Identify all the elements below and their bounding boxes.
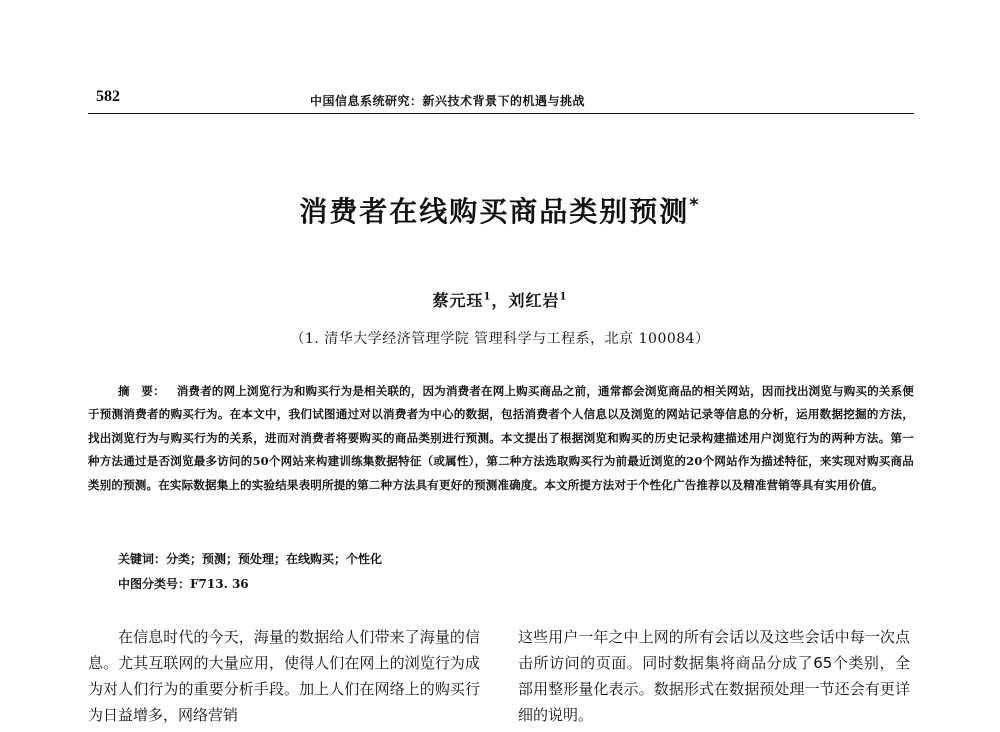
body-paragraph: 在信息时代的今天，海量的数据给人们带来了海量的信息。尤其互联网的大量应用，使得人们在网上的浏览行为成为对人们行为的重要分析手段。加上人们在网络上的购买行为日益增多，网络营销 <box>88 628 480 724</box>
paper-title-text: 消费者在线购买商品类别预测 <box>299 195 690 228</box>
author-affiliation-mark: 1 <box>559 291 568 303</box>
author-name: 蔡元珏 <box>432 291 484 310</box>
paper-title <box>0 190 1000 230</box>
abstract-text: 消费者的网上浏览行为和购买行为是相关联的，因为消费者在网上购买商品之前，通常都会浏览商品的相关网站，因而找出浏览与购买的关系便于预测消费者的购买行为。在本文中，我们试图通过对以消费者为中心的数据，包括消费者个人信息以及浏览的网站记录等信息的分析，运用数据挖掘的方法，找出浏览行为与购买行为的关系，进而对消费者将要购买的商品类别进行预测。本文提出了根据浏览和购买的历史记录构建描述用户浏览行为的两种方法。第一种方法通过是否浏览最多访问的50个网站来构建训练集数据特征（或属性），第二种方法选取购买行为前最近浏览的20个网站作为描述特征，来实现对购买商品类别的预测。在实际数据集上的实验结果表明所提的第二种方法具有更好的预测准确度。本文所提方法对于个性化广告推荐以及精准营销等具有实用价值。 <box>88 384 914 492</box>
classification-number <box>118 575 249 592</box>
author-list <box>0 288 1000 311</box>
classification-text: F713. 36 <box>190 577 249 591</box>
body-paragraph: 这些用户一年之中上网的所有会话以及这些会话中每一次点击所访问的页面。同时数据集将商品分成了65个类别，全部用整形量化表示。数据形式在数据预处理一节还会有更详细的说明。 <box>518 628 910 724</box>
author-separator: ， <box>491 291 509 310</box>
abstract-label: 摘 要： <box>118 384 165 398</box>
keywords <box>118 550 382 567</box>
abstract <box>88 380 914 497</box>
classification-label: 中图分类号： <box>118 577 191 591</box>
affiliation: （1. 清华大学经济管理学院 管理科学与工程系，北京 100084） <box>290 331 710 347</box>
running-header: 中国信息系统研究：新兴技术背景下的机遇与挑战 <box>310 94 586 108</box>
body-column-left <box>88 624 480 728</box>
body-column-right <box>518 624 910 728</box>
header-rule <box>88 113 914 114</box>
author-affiliation-mark: 1 <box>483 291 492 303</box>
keywords-text: 分类；预测；预处理；在线购买；个性化 <box>166 552 383 566</box>
title-footnote-mark: * <box>689 194 701 216</box>
page-number: 582 <box>96 88 120 105</box>
keywords-label: 关键词： <box>118 552 167 566</box>
author-name: 刘红岩 <box>508 291 560 310</box>
